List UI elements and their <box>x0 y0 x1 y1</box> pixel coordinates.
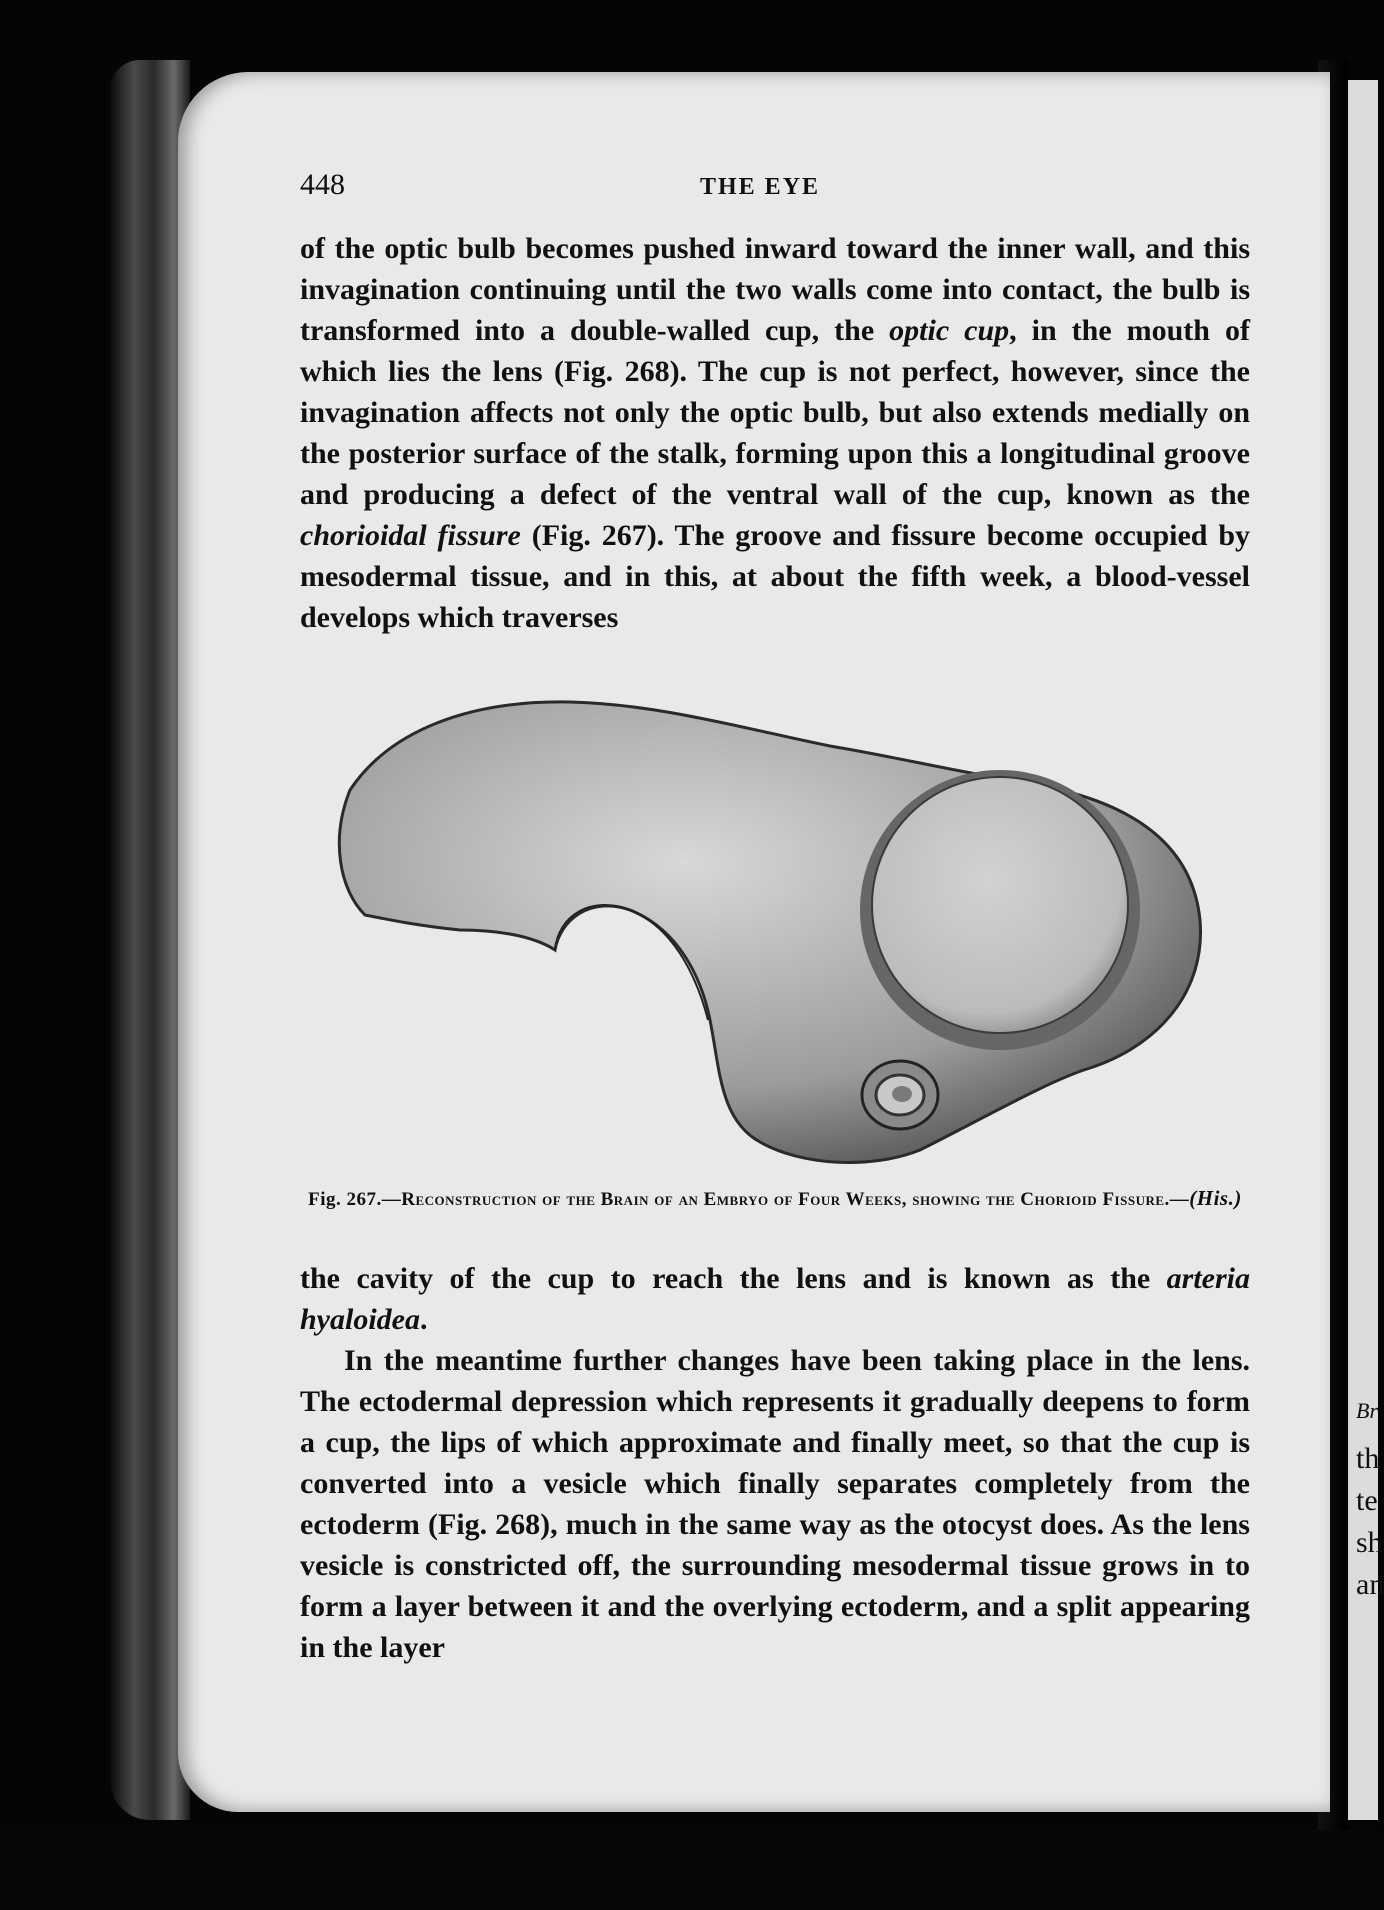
figure-267-illustration <box>330 690 1230 1180</box>
caption-body: Reconstruction of the Brain of an Embryo of Four Weeks, showing the Chorioid Fissure.— <box>401 1189 1190 1210</box>
optic-cup <box>872 777 1128 1033</box>
caption-prefix: Fig. 267.— <box>308 1189 402 1210</box>
facing-page-fragment: an <box>1356 1568 1384 1601</box>
term-chorioidal-fissure: chorioidal fissure <box>300 519 521 552</box>
facing-page-fragment: sh <box>1356 1526 1383 1559</box>
embryo-brain-drawing <box>330 690 1230 1180</box>
running-head: THE EYE <box>700 174 821 200</box>
body-text-top <box>300 228 1250 638</box>
background-bottom <box>0 1830 1378 1910</box>
term-arteria-hyaloidea: arteria hyaloidea <box>300 1262 1250 1336</box>
figure-caption <box>300 1186 1250 1212</box>
otocyst-center <box>892 1086 912 1102</box>
text-run: , in the mouth of which lies the lens (Fig. 268). The cup is not perfect, however, since the invagination affects not only the optic bulb, but also extends medially on the posterior surface of the stalk, forming upon this a longitudinal groove and producing a defect of the ventral wall of the cup, known as the <box>300 314 1250 511</box>
text-run: (Fig. 267). The groove and fissure become occupied by mesodermal tissue, and in this, at about the fifth week, a blood-vessel develops which traverses <box>300 519 1251 634</box>
page-header <box>300 168 1250 208</box>
text-run: . <box>420 1303 428 1336</box>
paragraph <box>300 228 1250 638</box>
text-run: the cavity of the cup to reach the lens and is known as the <box>300 1262 1167 1295</box>
facing-page-fragment: te <box>1356 1484 1378 1517</box>
body-text-bottom <box>300 1258 1250 1668</box>
facing-page-fragment: th <box>1356 1442 1380 1475</box>
paragraph <box>300 1258 1250 1340</box>
term-optic-cup: optic cup <box>889 314 1010 347</box>
caption-credit: (His.) <box>1189 1186 1242 1210</box>
page-number: 448 <box>300 168 345 201</box>
facing-page-fragment: Br <box>1356 1398 1378 1423</box>
text-run: of the optic bulb becomes pushed inward toward the inner wall, and this invagination continuing until the two walls come into contact, the bulb is transformed into a double-walled cup, the <box>300 232 1250 347</box>
paragraph: In the meantime further changes have been taking place in the lens. The ectodermal depression which represents it gradually deepens to form a cup, the lips of which approximate and finally meet, so that the cup is converted into a vesicle which finally separates completely from the ectoderm (Fig. 268), much in the same way as the otocyst does. As the lens vesicle is constricted off, the surrounding mesodermal tissue grows in to form a layer between it and the overlying ectoderm, and a split appearing in the layer <box>300 1344 1250 1664</box>
facing-page-edge <box>1348 80 1384 1820</box>
